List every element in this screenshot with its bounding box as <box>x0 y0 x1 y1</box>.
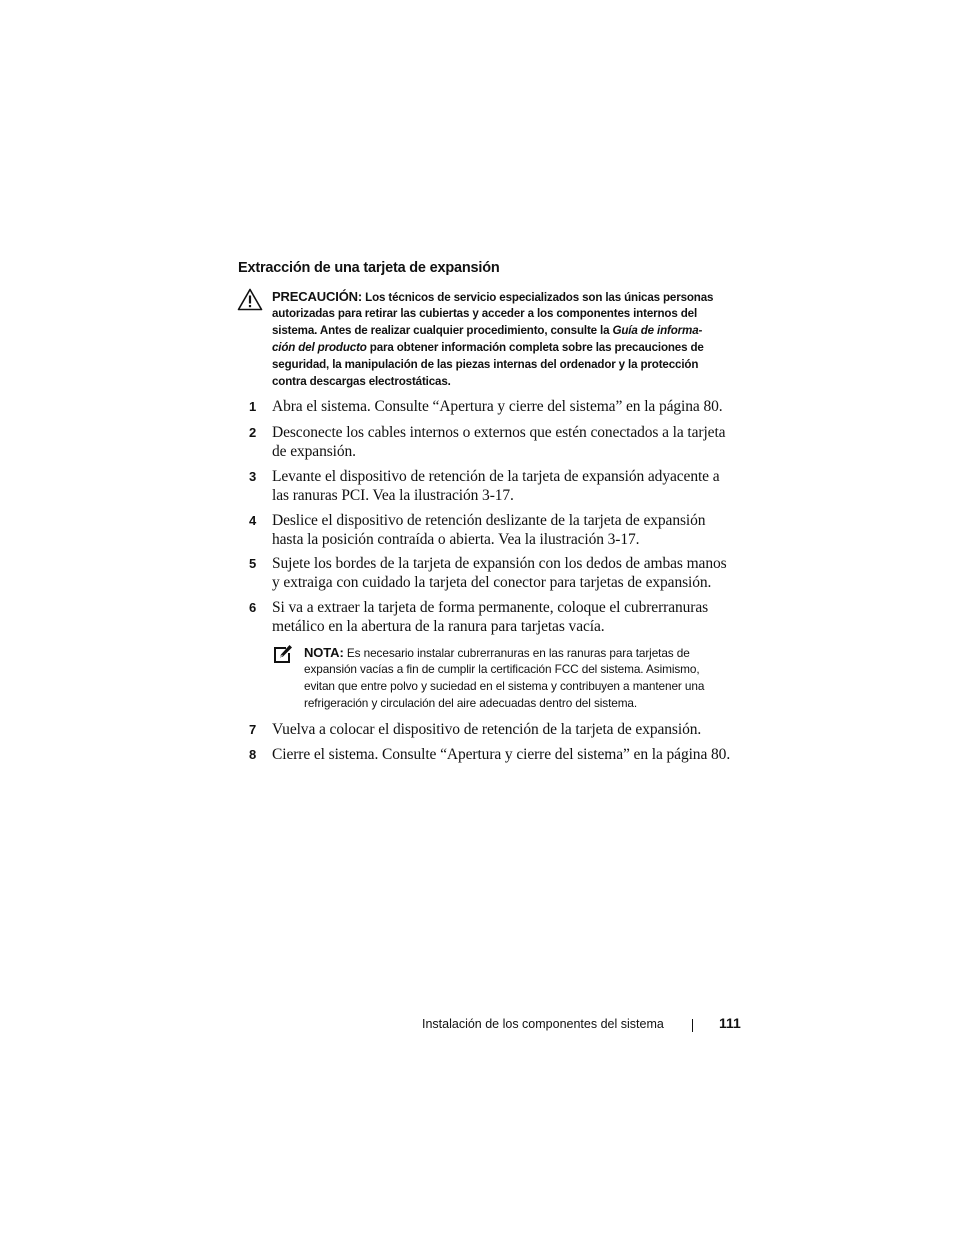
step-text: Cierre el sistema. Consulte “Apertura y cierre del sistema” en la página 80. <box>272 746 731 763</box>
caution-text: seguridad, la manipulación de las piezas internas del ordenador y la protección <box>272 358 699 371</box>
step-text: hasta la posición contraída o abierta. Vea la ilustración 3-17. <box>272 531 640 548</box>
step-number: 5 <box>249 556 257 571</box>
step-text: de expansión. <box>272 443 356 460</box>
step-number: 1 <box>249 399 257 414</box>
note-text: evitan que entre polvo y suciedad en el sistema y contribuyen a mantener una <box>304 679 705 693</box>
step-text: y extraiga con cuidado la tarjeta del conector para tarjetas de expansión. <box>272 574 712 591</box>
caution-text: sistema. Antes de realizar cualquier procedimiento, consulte la <box>272 324 613 337</box>
note-text: refrigeración y circulación del aire adecuadas dentro del sistema. <box>304 696 638 710</box>
note-text: expansión vacías a fin de cumplir la certificación FCC del sistema. Asimismo, <box>304 662 700 676</box>
footer-divider <box>692 1019 693 1032</box>
step-text: las ranuras PCI. Vea la ilustración 3-17. <box>272 487 514 504</box>
caution-text: autorizadas para retirar las cubiertas y acceder a los componentes internos del <box>272 307 698 320</box>
note-pencil-icon <box>273 644 293 664</box>
step-text: metálico en la abertura de la ranura para tarjetas vacía. <box>272 618 605 635</box>
step-text: Abra el sistema. Consulte “Apertura y cierre del sistema” en la página 80. <box>272 398 723 415</box>
product-guide-reference: Guía de informa- <box>612 324 703 337</box>
caution-text: para obtener información completa sobre las precauciones de <box>366 341 704 354</box>
note-label: NOTA: <box>304 645 344 660</box>
caution-text: Los técnicos de servicio especializados son las únicas personas <box>365 291 714 304</box>
step-text: Sujete los bordes de la tarjeta de expansión con los dedos de ambas manos <box>272 555 727 572</box>
footer-chapter-title: Instalación de los componentes del sistema <box>422 1017 664 1031</box>
caution-label: PRECAUCIÓN: <box>272 289 363 304</box>
caution-text: contra descargas electrostáticas. <box>272 375 451 388</box>
warning-triangle-icon <box>237 288 263 311</box>
step-number: 8 <box>249 747 257 762</box>
product-guide-reference: ción del producto <box>272 341 367 354</box>
step-number: 4 <box>249 513 257 528</box>
step-text: Si va a extraer la tarjeta de forma permanente, coloque el cubrerranuras <box>272 599 709 616</box>
page-number: 111 <box>719 1015 741 1031</box>
step-number: 7 <box>249 722 257 737</box>
step-number: 6 <box>249 600 257 615</box>
step-number: 3 <box>249 469 257 484</box>
note-text: Es necesario instalar cubrerranuras en las ranuras para tarjetas de <box>346 646 690 660</box>
step-text: Vuelva a colocar el dispositivo de retención de la tarjeta de expansión. <box>272 721 702 738</box>
step-number: 2 <box>249 425 257 440</box>
step-text: Desconecte los cables internos o externos que estén conectados a la tarjeta <box>272 424 726 441</box>
section-title: Extracción de una tarjeta de expansión <box>238 260 500 276</box>
step-text: Deslice el dispositivo de retención deslizante de la tarjeta de expansión <box>272 512 706 529</box>
step-text: Levante el dispositivo de retención de la tarjeta de expansión adyacente a <box>272 468 720 485</box>
